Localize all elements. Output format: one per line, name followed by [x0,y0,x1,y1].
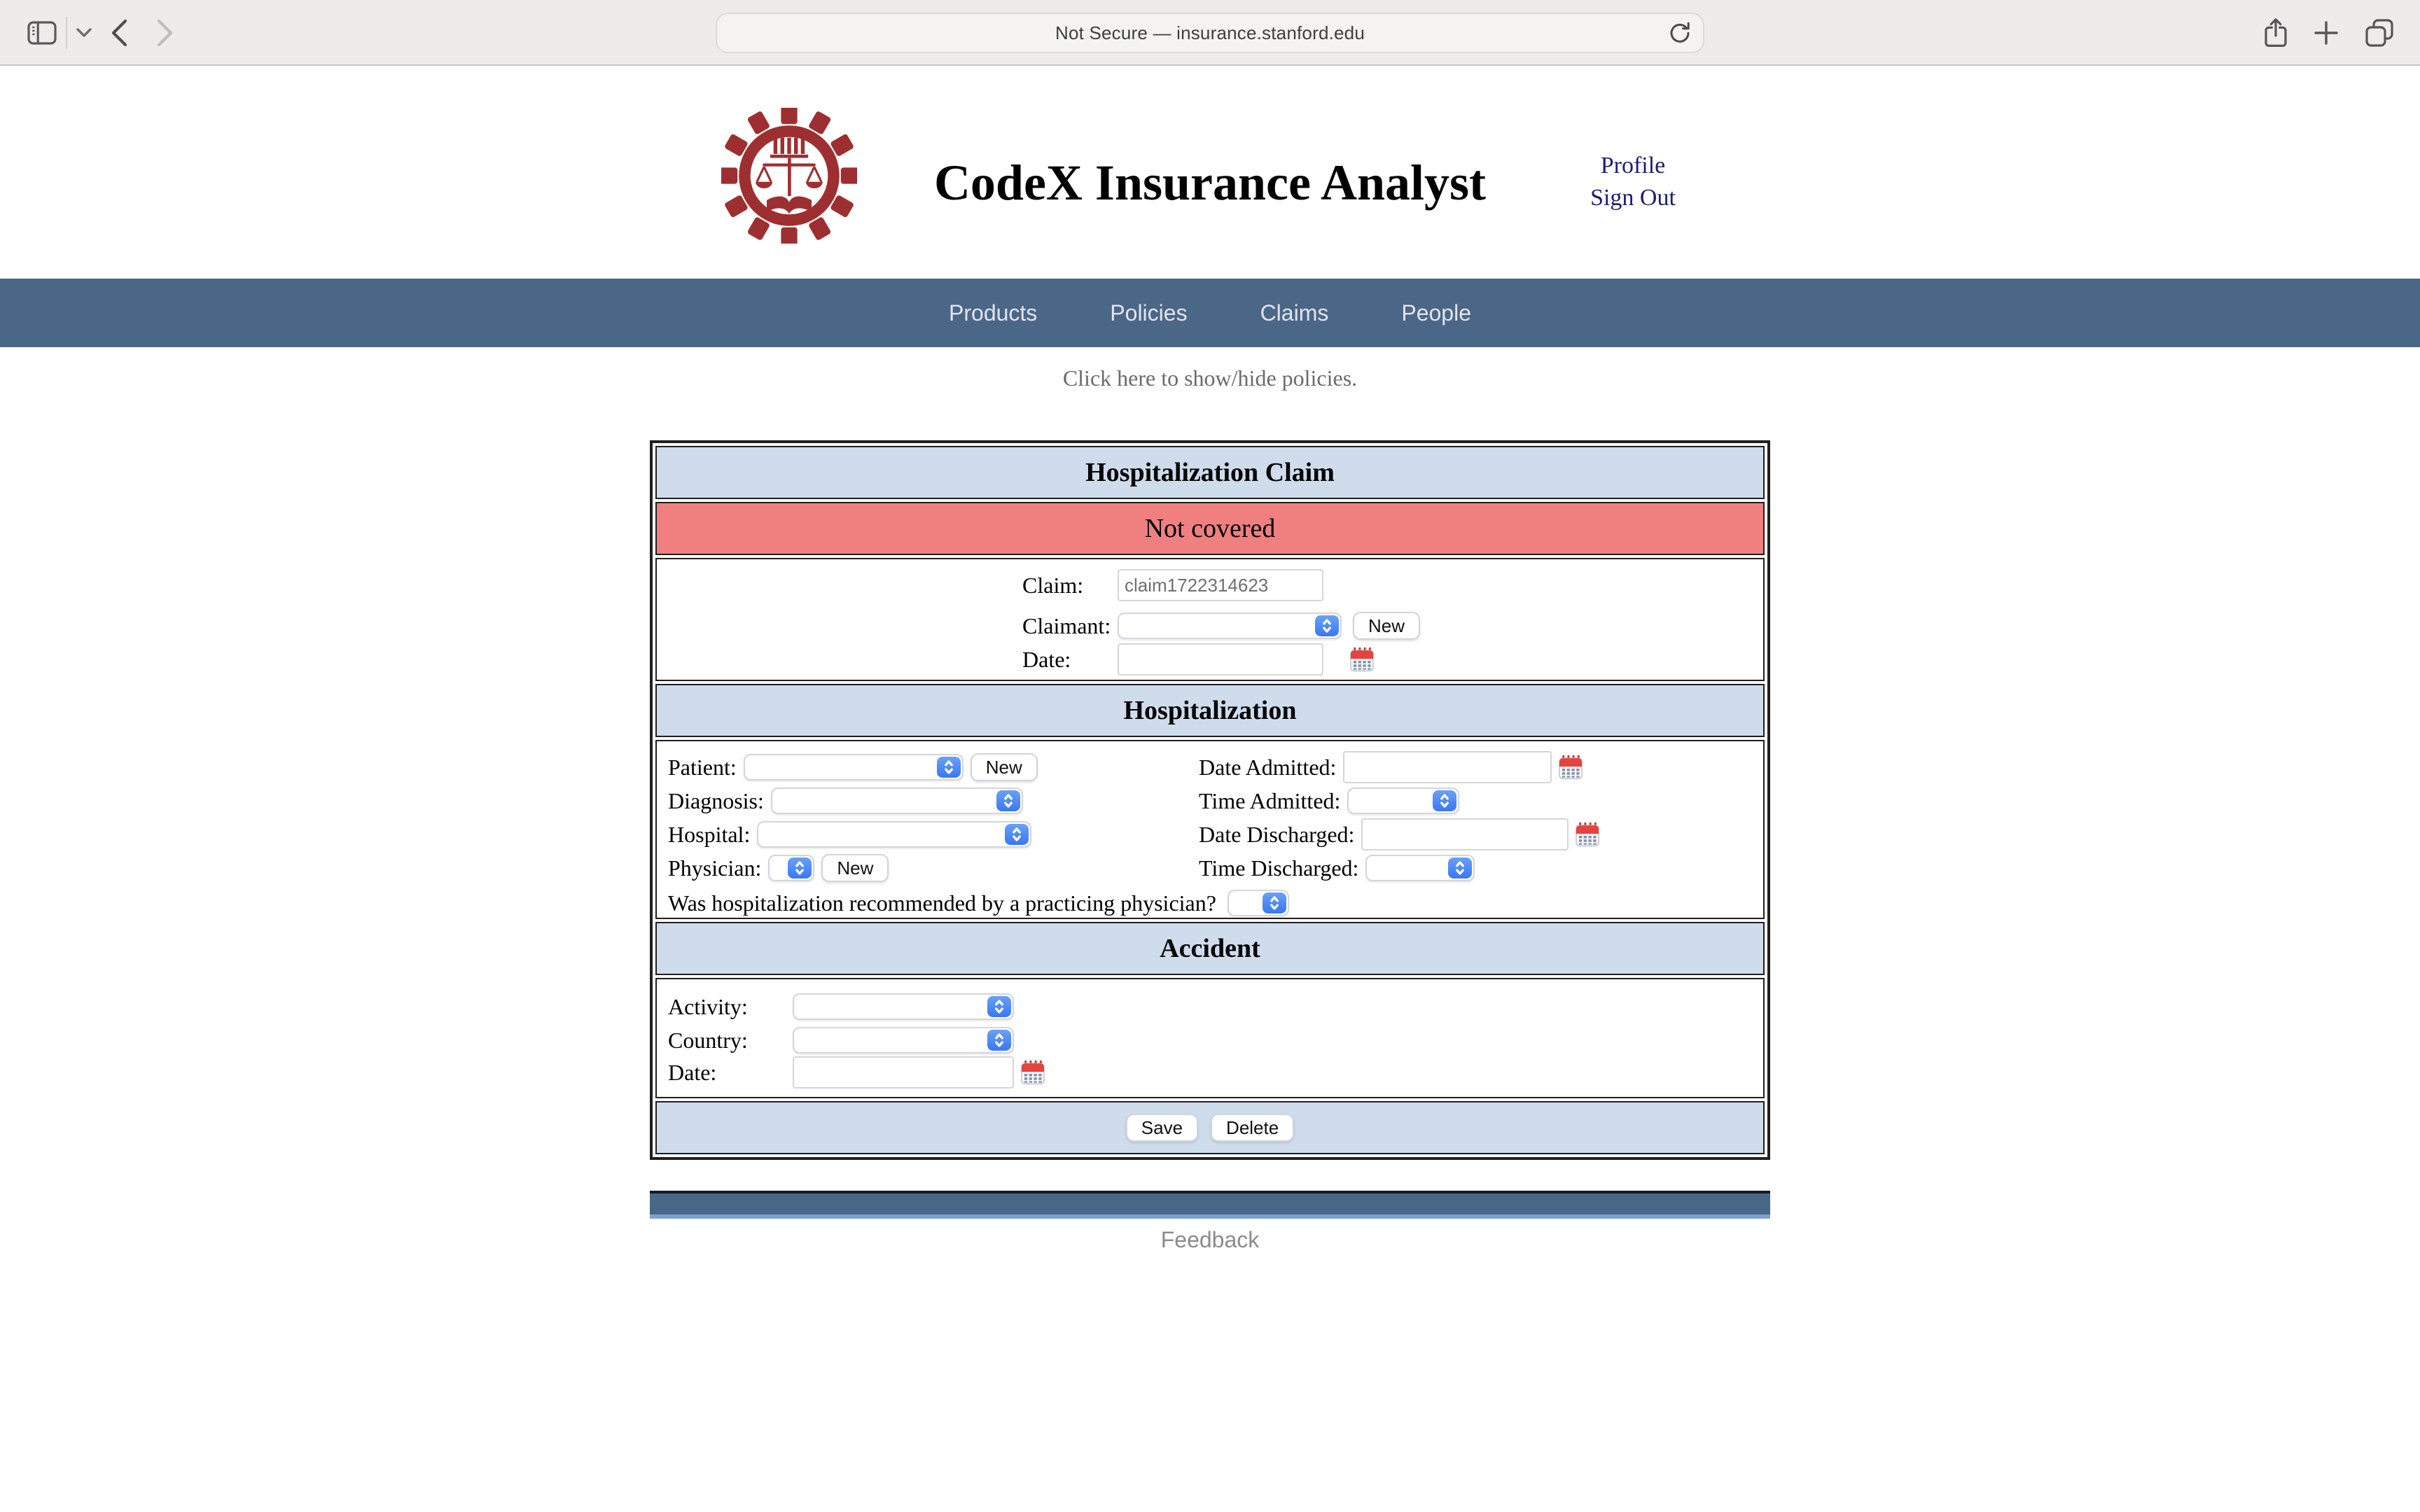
activity-select[interactable] [793,993,1014,1020]
sign-out-link[interactable]: Sign Out [1590,185,1676,211]
back-button[interactable] [104,0,134,66]
claim-form-title: Hospitalization Claim [655,446,1765,499]
physician-label: Physician: [668,855,762,881]
time-admitted-label: Time Admitted: [1199,788,1341,813]
hospitalization-claim-form [650,440,1770,1160]
patient-select[interactable] [744,754,964,780]
time-discharged-select[interactable] [1365,855,1475,881]
save-button[interactable]: Save [1126,1114,1198,1142]
coverage-status-banner: Not covered [655,502,1765,555]
tab-overview-icon[interactable] [2361,0,2398,66]
page-title: CodeX Insurance Analyst [933,155,1487,211]
accident-date-input[interactable] [793,1056,1014,1088]
address-bar[interactable] [716,13,1704,53]
claim-input[interactable] [1118,569,1323,601]
select-stepper-icon [996,790,1020,811]
new-tab-icon[interactable] [2309,0,2343,66]
profile-link[interactable]: Profile [1600,153,1666,178]
select-stepper-icon [1315,615,1339,636]
claim-date-label: Date: [1022,646,1071,672]
select-stepper-icon [937,757,961,778]
reload-icon[interactable] [1668,21,1690,45]
patient-label: Patient: [668,754,737,780]
forward-button[interactable] [150,0,181,66]
claim-date-input[interactable] [1118,643,1323,676]
sidebar-chevron-down-icon[interactable] [71,0,97,66]
country-select[interactable] [793,1027,1014,1054]
hospitalization-section [655,740,1765,919]
hospitalization-section-title: Hospitalization [655,684,1765,737]
accident-date-label: Date: [668,1059,717,1085]
claim-label: Claim: [1022,572,1084,598]
claim-identity-section [655,558,1765,681]
show-hide-policies-link[interactable]: Click here to show/hide policies. [1062,365,1358,391]
select-stepper-icon [1263,892,1286,913]
select-stepper-icon [1448,858,1472,878]
claim-date-calendar-icon[interactable] [1350,647,1374,672]
date-admitted-input[interactable] [1343,751,1552,783]
date-admitted-calendar-icon[interactable] [1559,755,1583,780]
select-stepper-icon [987,1030,1011,1051]
recommended-select[interactable] [1228,890,1289,916]
claimant-select[interactable] [1118,612,1342,639]
footer-bar [650,1191,1770,1219]
share-icon[interactable] [2259,0,2293,66]
recommended-question-label: Was hospitalization recommended by a practicing physician? [668,890,1216,916]
claimant-label: Claimant: [1022,612,1111,638]
new-patient-button[interactable]: New [971,753,1038,781]
hospital-label: Hospital: [668,821,751,847]
activity-label: Activity: [668,993,748,1019]
browser-toolbar [0,0,2420,66]
accident-section [655,978,1765,1098]
nav-item-policies[interactable]: Policies [1110,300,1188,326]
site-header [0,66,2420,279]
diagnosis-select[interactable] [771,788,1023,814]
nav-item-products[interactable]: Products [949,300,1038,326]
hospital-select[interactable] [757,821,1031,848]
account-links [1583,150,1683,214]
country-label: Country: [668,1027,748,1053]
new-physician-button[interactable]: New [821,854,889,882]
select-stepper-icon [788,858,812,878]
sidebar-toggle-icon[interactable] [22,0,62,66]
select-stepper-icon [1433,790,1456,811]
nav-item-people[interactable]: People [1401,300,1471,326]
select-stepper-icon [1005,824,1029,845]
select-stepper-icon [987,996,1011,1017]
diagnosis-label: Diagnosis: [668,788,764,813]
form-actions [655,1101,1765,1154]
physician-select[interactable] [768,855,814,881]
feedback-link[interactable]: Feedback [1160,1227,1260,1252]
accident-section-title: Accident [655,922,1765,975]
time-admitted-select[interactable] [1347,788,1459,814]
delete-button[interactable]: Delete [1211,1114,1294,1142]
time-discharged-label: Time Discharged: [1199,855,1359,881]
toolbar-separator [66,17,67,49]
date-discharged-calendar-icon[interactable] [1576,822,1599,847]
date-discharged-input[interactable] [1361,818,1569,850]
nav-item-claims[interactable]: Claims [1260,300,1329,326]
accident-date-calendar-icon[interactable] [1021,1060,1045,1085]
date-discharged-label: Date Discharged: [1199,821,1355,847]
address-text: Not Secure — insurance.stanford.edu [1055,22,1365,43]
main-nav [0,279,2420,347]
date-admitted-label: Date Admitted: [1199,754,1337,780]
new-claimant-button[interactable]: New [1353,612,1420,640]
